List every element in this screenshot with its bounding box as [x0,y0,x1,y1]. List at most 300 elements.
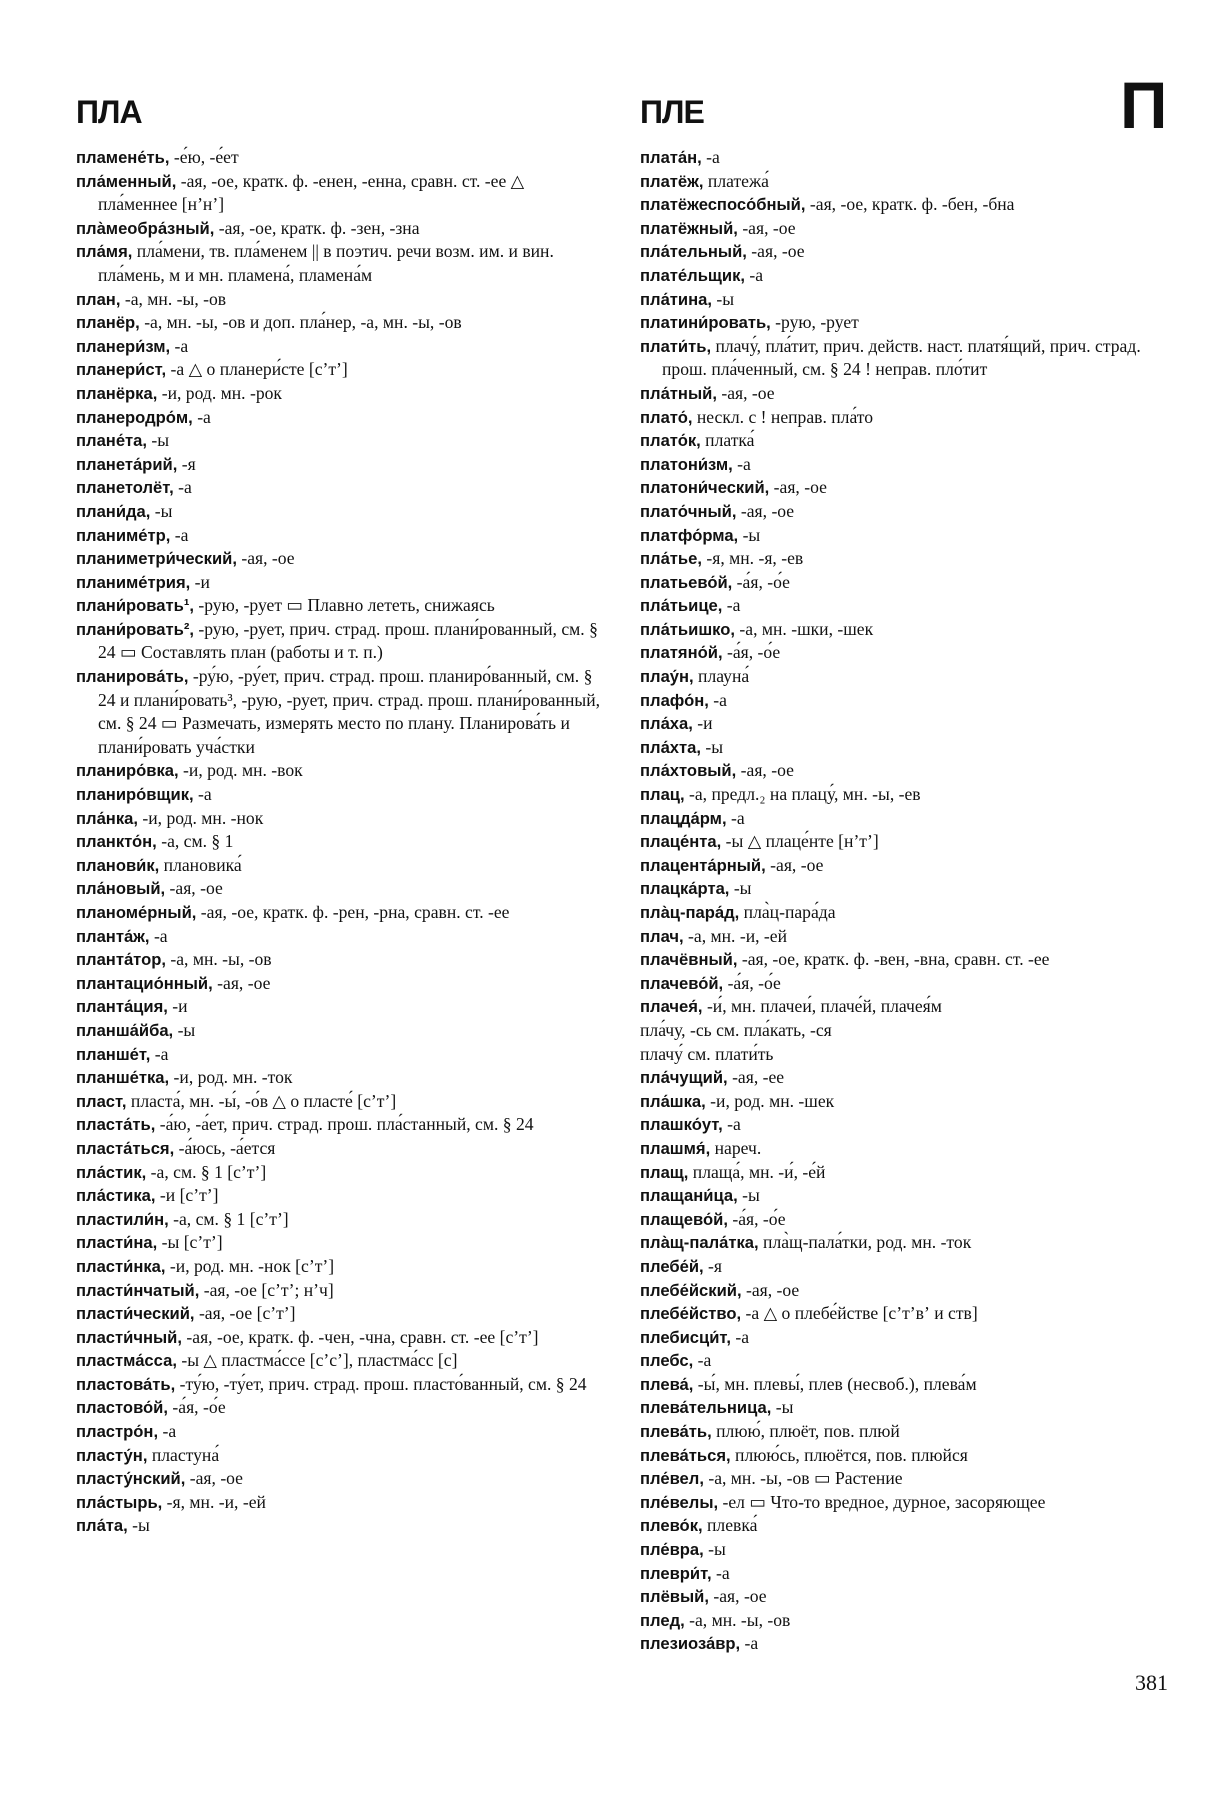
dictionary-entry [76,877,606,901]
dictionary-entry [640,1302,1170,1326]
entry-text: плюю́сь, плюётся, пов. плюйся [730,1444,968,1465]
headword: планетолёт, [76,478,174,498]
dictionary-entry [640,1420,1170,1444]
entry-text: -а, см. § 1 [сʼтʼ] [168,1208,289,1229]
headword: пласта́ть, [76,1115,156,1135]
entry-text: -ая, -ое [716,382,775,403]
dictionary-entry [76,500,606,524]
entry-text: -а, мн. -ы, -ов и доп. пла́нер, -а, мн. -ы, -ов [139,312,462,333]
dictionary-entry [640,1113,1170,1137]
entry-text: -ая, -ое [736,500,795,521]
dictionary-entry [640,311,1170,335]
entry-text: пластуна́ [147,1444,220,1465]
dictionary-entry [76,665,606,759]
entry-text: -а, мн. -ы, -ов [120,288,227,309]
entry-text: -ы [сʼтʼ] [157,1232,223,1253]
headword: планиме́тр, [76,525,171,545]
entry-text: -ая, -ое, кратк. ф. -чен, -чна, сравн. ст. -ее [сʼтʼ] [182,1326,539,1347]
dictionary-entry [76,524,606,548]
entry-text: -а, мн. -шки, -шек [735,618,874,639]
headword: пласти́ческий, [76,1304,195,1324]
headword: пле́вра, [640,1540,704,1560]
entry-text: -ая, -ое [236,548,295,569]
dictionary-entry [640,689,1170,713]
headword: пласти́нчатый, [76,1280,200,1300]
entry-text: -ы △ пластма́ссе [сʼсʼ], пластма́сс [с] [176,1350,458,1371]
entry-text: -е́ю, -е́ет [169,147,239,167]
dictionary-entry [640,288,1170,312]
headword: пла́тный, [640,383,717,403]
dictionary-entry [640,1538,1170,1562]
dictionary-entry [640,524,1170,548]
entry-text: -ая, -ое, кратк. ф. -вен, -вна, сравн. ст. -ее [737,949,1050,970]
entry-text: -я, мн. -я, -ев [701,548,804,569]
entry-text: -а, мн. -и, -ей [683,925,787,946]
entry-text: -ы́, мн. плевы́, плев (несвоб.), плева́м [693,1373,977,1394]
headword: плане́та, [76,431,148,451]
entry-text: -я [703,1255,723,1276]
headword: плева́ть, [640,1422,712,1442]
right-guide-word: ПЛЕ [640,94,704,130]
dictionary-entry [640,1326,1170,1350]
dictionary-entry [76,1302,606,1326]
dictionary-entry [640,1632,1170,1656]
headword: планёр, [76,313,140,333]
headword: пла́тина, [640,289,712,309]
entry-text: -а́я, -о́е [732,571,790,592]
page-number: 381 [1135,1670,1168,1695]
headword: пла́та, [76,1516,128,1536]
headword: пласти́нка, [76,1256,166,1276]
entry-text: плановика́ [159,854,242,875]
headword: плацда́рм, [640,808,727,828]
headword: плебе́йство, [640,1304,742,1324]
dictionary-entry [640,335,1170,382]
headword: плате́льщик, [640,265,746,285]
headword: пла́чущий, [640,1068,728,1088]
entry-text: -ая, -ое [737,217,796,238]
headword: пластова́ть, [76,1374,176,1394]
entry-text: -а́я, -о́е [722,642,781,663]
headword: плево́к, [640,1516,703,1536]
headword: пластма́сса, [76,1351,177,1371]
entry-text: -ы [737,1185,760,1206]
dictionary-entry [640,146,1170,170]
entry-text: -и, род. мн. -нок [137,807,264,828]
dictionary-entry [76,1349,606,1373]
headword: планта́ж, [76,926,150,946]
dictionary-entry [640,429,1170,453]
dictionary-entry [640,476,1170,500]
headword: пласти́на, [76,1233,158,1253]
entry-text: платежа́ [703,170,769,191]
headword: пла́тельный, [640,242,747,262]
entry-text: -ту́ю, -ту́ет, прич. страд. прош. пласто́ванный, см. § 24 [175,1373,587,1394]
entry-text: -ы △ плаце́нте [нʼтʼ] [721,831,879,852]
dictionary-entry [76,429,606,453]
headword: плёвый, [640,1587,709,1607]
dictionary-entry [640,594,1170,618]
dictionary-entry [640,1373,1170,1397]
dictionary-entry [640,925,1170,949]
headword: планиме́трия, [76,572,191,592]
headword: планше́тка, [76,1068,170,1088]
entry-text: -а [740,1633,759,1654]
dictionary-entry [640,406,1170,430]
dictionary-entry [640,948,1170,972]
entry-text: -а [730,1326,750,1347]
entry-text: -а, мн. -ы, -ов ▭ Растение [703,1468,903,1489]
entry-text: -ая, -ое [708,1586,767,1607]
entry-text: -ы [127,1515,150,1536]
dictionary-entry [640,193,1170,217]
entry-text: -а [711,1562,730,1583]
headword: плезиоза́вр, [640,1634,741,1654]
headword: плебе́й, [640,1256,704,1276]
dictionary-entry [76,1231,606,1255]
entry-text: -ы [711,288,735,309]
headword: пла̀щ-пала́тка, [640,1233,759,1253]
entry-text: -а [693,1350,712,1371]
entry-text: -ая, -ое [741,1279,800,1300]
headword: платфо́рма, [640,525,739,545]
headword: плашмя́, [640,1138,711,1158]
entry-text: -а [173,477,192,498]
entry-text: -ы [150,500,173,521]
entry-text: плачу́ см. плати́ть [640,1043,774,1064]
headword: пласту́н, [76,1445,148,1465]
dictionary-entry [640,264,1170,288]
headword: платёж, [640,171,704,191]
headword: планови́к, [76,855,160,875]
headword: планта́тор, [76,950,166,970]
dictionary-entry [76,1420,606,1444]
entry-text: -и [692,713,713,734]
dictionary-entry [76,854,606,878]
headword: плани́ровать¹, [76,596,194,616]
entry-text: -ы [701,736,724,757]
headword: пла́ха, [640,714,693,734]
headword: пле́вел, [640,1469,704,1489]
headword: плато́, [640,407,693,427]
dictionary-entry [76,1184,606,1208]
dictionary-entry [76,1514,606,1538]
headword: планиро́вка, [76,761,179,781]
entry-text: -я, мн. -и, -ей [162,1491,266,1512]
entry-text: -и [сʼтʼ] [155,1185,219,1206]
dictionary-entry [640,995,1170,1019]
headword: пла́шка, [640,1091,706,1111]
entry-text: -ы [738,524,761,545]
entry-text: -ы [729,878,752,899]
dictionary-entry [76,170,606,217]
entry-text: -ая, -ое [185,1468,243,1489]
headword: планирова́ть, [76,667,189,687]
headword: платёжеспосо́бный, [640,195,806,215]
dictionary-entry [76,1043,606,1067]
dictionary-entry [76,1208,606,1232]
entry-text: плевка́ [702,1515,758,1536]
entry-text: нескл. с ! неправ. пла́то [692,406,874,427]
entry-text: -а [170,524,189,545]
headword: пластово́й, [76,1398,168,1418]
dictionary-entry [640,618,1170,642]
entry-text: -а́юсь, -а́ется [174,1137,276,1158]
headword: плебисци́т, [640,1327,731,1347]
headword: пла́хта, [640,737,701,757]
entry-text: -а, см. § 1 [сʼтʼ] [146,1161,267,1182]
entry-text: -ая, -ое [769,477,827,498]
dictionary-entry [76,594,606,618]
headword: плаце́нта, [640,832,722,852]
headword: пла́стик, [76,1162,147,1182]
dictionary-entry [76,406,606,430]
headword: пла́нка, [76,808,138,828]
dictionary-entry [76,1255,606,1279]
entry-text: пла̀ц-пара́да [739,902,836,922]
headword: плева́ться, [640,1445,731,1465]
headword: пла́хтовый, [640,761,737,781]
headword: плачево́й, [640,973,724,993]
entry-text: -а [732,453,751,474]
headword: пла̀ц-пара́д, [640,903,740,922]
entry-text: -ая, -ое, кратк. ф. -рен, -рна, сравн. ст. -ее [196,902,510,922]
dictionary-entry [640,759,1170,783]
dictionary-entry [640,736,1170,760]
entry-text: -а [149,925,168,946]
dictionary-entry [640,170,1170,194]
dictionary-entry [640,1349,1170,1373]
entry-text: -а́ю, -а́ет, прич. страд. прош. пла́станный, см. § 24 [155,1114,534,1135]
dictionary-entry [76,382,606,406]
dictionary-entry [640,1137,1170,1161]
dictionary-entry [76,1161,606,1185]
entry-text: плюю́, плюёт, пов. плюй [711,1421,900,1442]
entry-text: -ая, -ое [746,241,805,262]
headword: пла́новый, [76,879,166,899]
headword: планёрка, [76,383,158,403]
dictionary-entry [640,382,1170,406]
dictionary-entry [640,1609,1170,1633]
dictionary-entry [640,665,1170,689]
headword: плани́ровать², [76,619,194,639]
dictionary-entry [640,877,1170,901]
headword: пласти́чный, [76,1327,182,1347]
dictionary-entry [76,1396,606,1420]
dictionary-entry [76,925,606,949]
dictionary-entry [76,335,606,359]
entry-text: -а [722,1114,741,1135]
headword: плева́тельница, [640,1398,772,1418]
headword: пла́менный, [76,171,177,191]
dictionary-entry [76,1444,606,1468]
headword: плащани́ца, [640,1186,738,1206]
headword: планиро́вщик, [76,785,194,805]
entry-text: -ая, -ое [765,854,824,875]
entry-text: плауна́ [693,666,750,687]
dictionary-entry [76,1137,606,1161]
entry-text: -и, род. мн. -ток [169,1067,293,1088]
headword: плато́к, [640,431,701,451]
headword: плева́, [640,1374,694,1394]
headword: планша́йба, [76,1020,174,1040]
headword: платьево́й, [640,572,733,592]
headword: планиметри́ческий, [76,549,237,569]
dictionary-entry [76,1326,606,1350]
headword: плашко́ут, [640,1115,723,1135]
headword: пласту́нский, [76,1469,186,1489]
entry-text: -я [177,453,196,474]
entry-text: -ая, -ое [сʼтʼ] [194,1303,296,1324]
entry-text: -ы [703,1539,726,1560]
headword: пластили́н, [76,1209,169,1229]
dictionary-entry [640,1161,1170,1185]
entry-text: -ая, -ое, кратк. ф. -бен, -бна [805,194,1015,215]
headword: плацента́рный, [640,855,766,875]
dictionary-entry [640,1279,1170,1303]
entry-text: пласта́, мн. -ы́, -о́в △ о пласте́ [сʼтʼ] [126,1090,397,1111]
dictionary-entry [76,972,606,996]
entry-text: -ая, -ое, кратк. ф. -енен, -енна, сравн. ст. -ее △ пла́меннее [нʼнʼ] [98,170,525,215]
headword: планше́т, [76,1044,151,1064]
dictionary-entry [76,358,606,382]
entry-text: -а △ о планери́сте [сʼтʼ] [166,359,348,380]
headword: планта́ция, [76,997,168,1017]
dictionary-entry [640,783,1170,807]
entry-text: платка́ [700,430,755,451]
entry-text: -и, род. мн. -шек [705,1090,835,1111]
dictionary-entry [640,1019,1170,1043]
dictionary-entry [76,901,606,925]
headword: планоме́рный, [76,903,197,922]
headword: пла̀меобра́зный, [76,218,215,238]
dictionary-entry [76,618,606,665]
headword: плебс, [640,1351,694,1371]
entry-text: -а [708,689,727,710]
dictionary-entry [640,1043,1170,1067]
entry-text: -а [193,784,212,805]
dictionary-entry [640,1467,1170,1491]
dictionary-entry [640,1231,1170,1255]
headword: платони́ческий, [640,478,770,498]
dictionary-entry [640,1090,1170,1114]
dictionary-entry [640,901,1170,925]
entry-text: -а [722,595,741,616]
entry-text: -и [190,571,210,592]
left-guide-word: ПЛА [76,94,142,130]
dictionary-entry [640,547,1170,571]
headword: пла́тьишко, [640,619,735,639]
entry-text: -и, род. мн. -нок [сʼтʼ] [165,1255,335,1276]
headword: пла́мя, [76,242,133,262]
headword: плантацио́нный, [76,973,213,993]
entry-text: -а, см. § 1 [156,831,234,852]
headword: планери́ст, [76,360,167,380]
headword: платини́ровать, [640,313,771,333]
dictionary-entry [76,311,606,335]
headword: планери́зм, [76,336,171,356]
entry-text: плачу́, пла́тит, прич. действ. наст. платя́щий, прич. страд. прош. пла́ченный, см. § 24 ! неправ. пло́тит [662,335,1141,380]
dictionary-entry [76,476,606,500]
headword: пла́тье, [640,549,702,569]
dictionary-entry [640,830,1170,854]
headword: плащ, [640,1162,689,1182]
dictionary-entry [640,240,1170,264]
dictionary-entry [640,972,1170,996]
dictionary-entry [640,712,1170,736]
dictionary-entry [640,217,1170,241]
dictionary-entry [640,1585,1170,1609]
headword: платяно́й, [640,643,723,663]
entry-text: -ы [771,1397,794,1418]
entry-text: -ая, -ое [736,760,794,781]
dictionary-entry [76,240,606,287]
entry-text: -ы [147,430,170,451]
dictionary-entry [640,1184,1170,1208]
entry-text: -ая, -ее [727,1067,785,1088]
headword: пласт, [76,1091,127,1111]
dictionary-entry [640,807,1170,831]
entry-text: пла́чу, -сь см. пла́кать, -ся [640,1019,832,1040]
entry-text: -ы [173,1019,196,1040]
dictionary-entry [640,500,1170,524]
headword: плеври́т, [640,1563,712,1583]
headword: пле́велы, [640,1492,719,1512]
dictionary-entry [76,830,606,854]
headword: планета́рий, [76,454,178,474]
dictionary-entry [76,1066,606,1090]
entry-text: -и́, мн. плачеи́, плаче́й, плачея́м [702,996,942,1017]
headword: плани́да, [76,501,151,521]
dictionary-entry [76,146,606,170]
entry-text: -а, предл.₂ на плацу́, мн. -ы, -ев [684,784,921,805]
section-letter: П [1120,68,1168,142]
headword: планеродро́м, [76,407,193,427]
dictionary-entry [76,783,606,807]
left-column [76,146,606,1538]
entry-text: -и [167,996,188,1017]
dictionary-entry [76,217,606,241]
headword: плачея́, [640,997,703,1017]
dictionary-entry [76,453,606,477]
right-column [640,146,1170,1656]
entry-text: -рую, -рует [770,312,859,333]
headword: плата́н, [640,148,702,167]
entry-text: -а △ о плебе́йстве [сʼтʼвʼ и ств] [741,1303,978,1324]
entry-text: -а́я, -о́е [727,1208,786,1229]
headword: пла́стырь, [76,1492,163,1512]
dictionary-entry [76,1279,606,1303]
dictionary-entry [640,1514,1170,1538]
entry-text: -а, мн. -ы, -ов [684,1609,791,1630]
entry-text: -и, род. мн. -рок [157,382,282,403]
dictionary-entry [640,1208,1170,1232]
entry-text: -а [745,264,764,285]
dictionary-entry [76,1467,606,1491]
entry-text: -ел ▭ Что-то вредное, дурное, засоряющее [718,1491,1046,1512]
entry-text: пла́мени, тв. пла́менем || в поэтич. речи возм. им. и вин. пла́мень, м и мн. пламена́, пламена́м [98,241,554,285]
entry-text: -ру́ю, -ру́ет, прич. страд. прош. планиро́ванный, см. § 24 и плани́ровать³, -рую, -рует, прич. страд. прош. плани́рованный, см. § 24 ▭ Размечать, измерять место по плану. Планирова́ть и плани́ровать уча́стки [98,666,601,757]
entry-text: -и, род. мн. -вок [178,760,303,781]
dictionary-entry [640,1444,1170,1468]
headword: платони́зм, [640,454,733,474]
headword: плато́чный, [640,501,737,521]
headword: плау́н, [640,667,694,687]
dictionary-entry [76,1113,606,1137]
dictionary-entry [76,807,606,831]
entry-text: плаща́, мн. -и́, -е́й [688,1161,826,1182]
dictionary-entry [76,547,606,571]
